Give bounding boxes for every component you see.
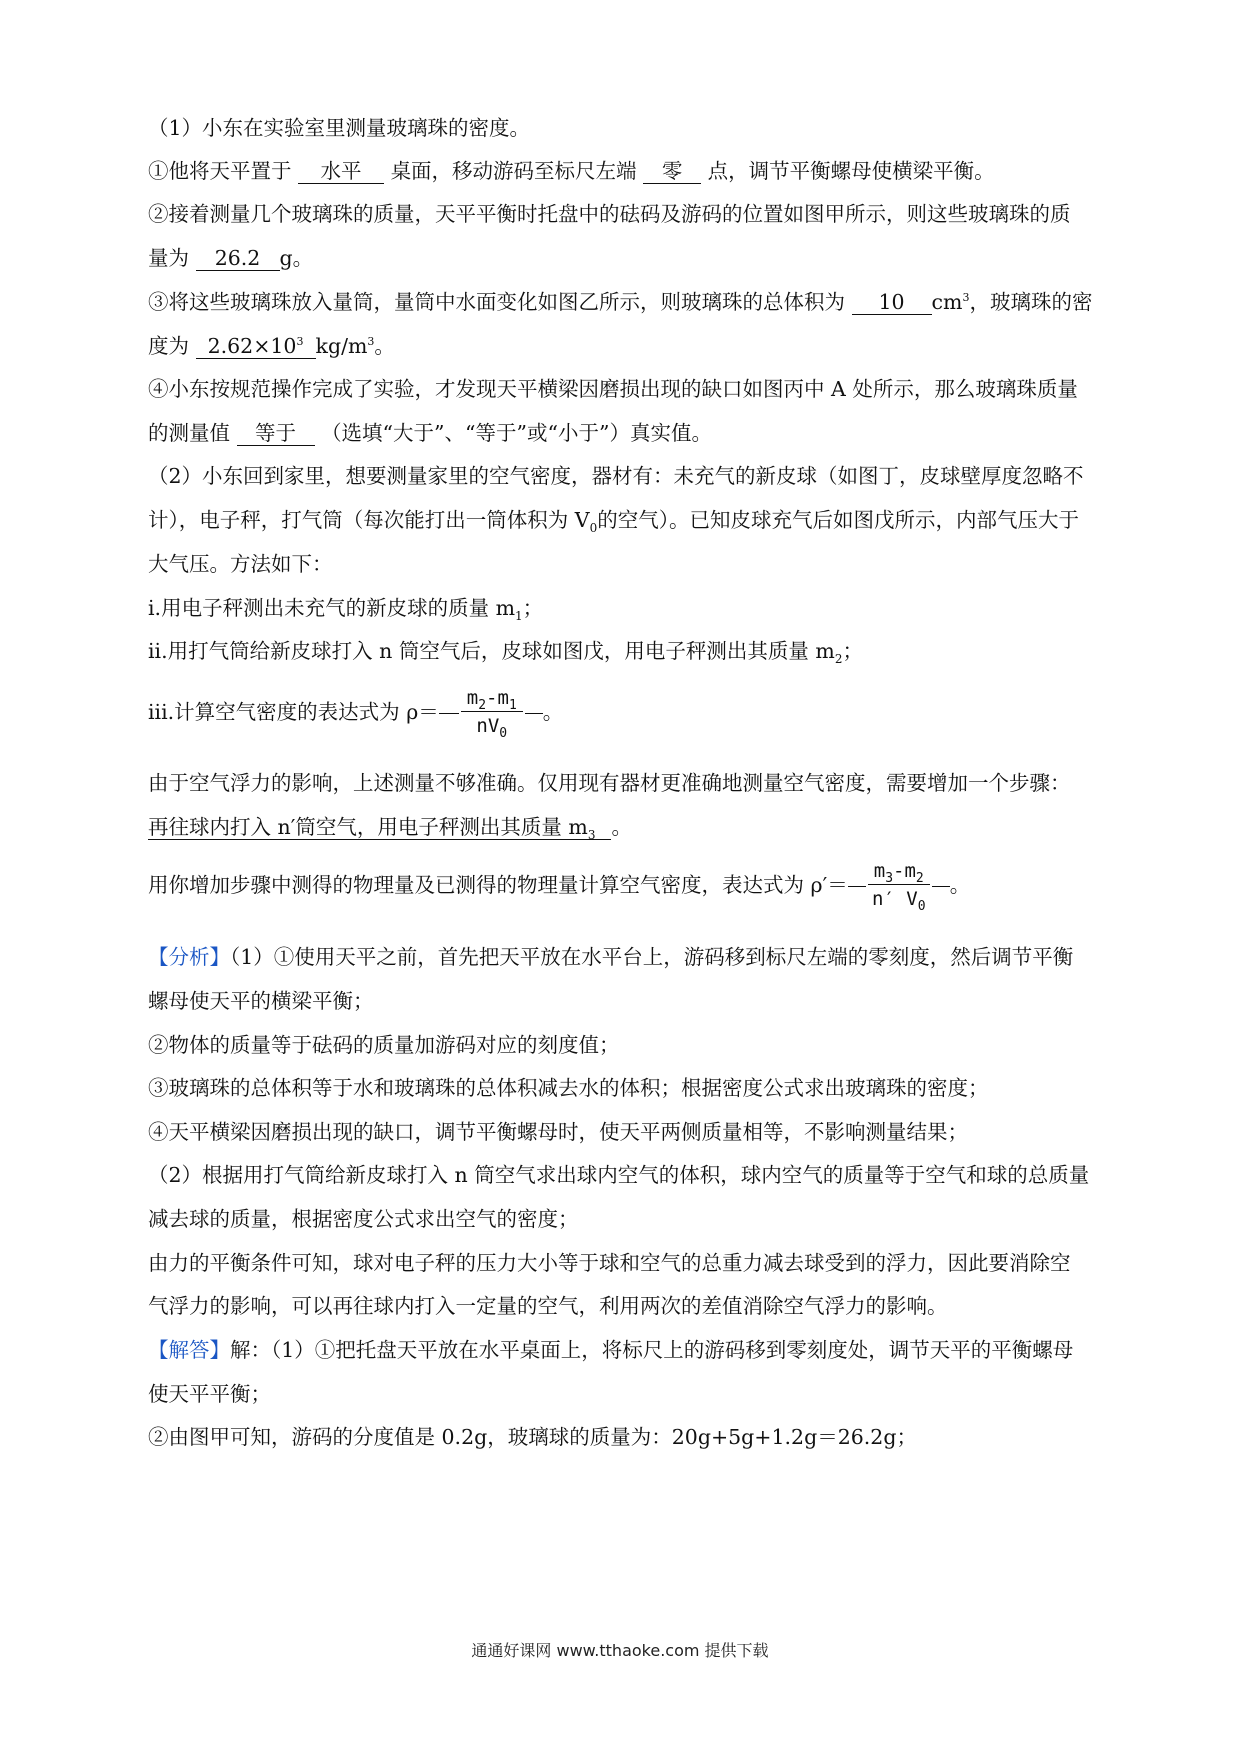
analysis-heading: 【分析】（1）①使用天平之前，首先把天平放在水平台上，游码移到标尺左端的零刻度，然后调节平衡 <box>148 945 1074 969</box>
answer-blank-extra-step: 再往球内打入 n′筒空气，用电子秤测出其质量 $m_3$ <box>148 815 611 840</box>
question-step3: ③将这些玻璃珠放入量筒，量筒中水面变化如图乙所示，则玻璃珠的总体积为 10 $cm^3$，玻璃珠的密 <box>148 290 1093 314</box>
answer-blank-zero: 零 <box>643 159 701 184</box>
answer-blank-compare: 等于 <box>237 421 315 446</box>
analysis-line: 螺母使天平的横梁平衡； <box>148 989 374 1013</box>
method-step-iii: iii.计算空气密度的表达式为 ρ＝ $\frac{m_2-m_1}{nV_0}$ 。 <box>148 687 564 741</box>
analysis-line: 气浮力的影响，可以再往球内打入一定量的空气，利用两次的差值消除空气浮力的影响。 <box>148 1294 948 1318</box>
question-part2-cont2: 大气压。方法如下： <box>148 552 333 576</box>
page-footer: 通通好课网 www.tthaoke.com 提供下载 <box>471 1641 769 1660</box>
analysis-tag: 【分析】 <box>148 945 230 969</box>
improvement-step: 再往球内打入 n′筒空气，用电子秤测出其质量 $m_3$ 。 <box>148 815 632 843</box>
question-step1: ①他将天平置于 水平 桌面，移动游码至标尺左端 零 点，调节平衡螺母使横梁平衡。 <box>148 159 995 183</box>
solution-tag: 【解答】 <box>148 1338 230 1362</box>
density-formula: $\frac{m_2-m_1}{nV_0}$ <box>461 687 523 737</box>
answer-blank-volume: 10 <box>852 290 932 315</box>
solution-heading: 【解答】解：（1）①把托盘天平放在水平桌面上，将标尺上的游码移到零刻度处，调节天平的平衡螺母 <box>148 1338 1074 1362</box>
analysis-line: 减去球的质量，根据密度公式求出空气的密度； <box>148 1207 579 1231</box>
question-part1-heading: （1）小东在实验室里测量玻璃珠的密度。 <box>148 116 531 140</box>
method-step-ii: ii.用打气筒给新皮球打入 n 筒空气后，皮球如图戊，用电子秤测出其质量 $m_2$； <box>148 639 863 667</box>
analysis-line: 由力的平衡条件可知，球对电子秤的压力大小等于球和空气的总重力减去球受到的浮力，因此要消除空 <box>148 1251 1071 1275</box>
answer-blank-density: $2.62\times 10^3$ <box>196 334 316 359</box>
question-step4-cont: 的测量值 等于 （选填“大于”、“等于”或“小于”）真实值。 <box>148 421 712 445</box>
question-step4: ④小东按规范操作完成了实验，才发现天平横梁因磨损出现的缺口如图丙中 A 处所示，那么玻璃珠质量 <box>148 377 1078 401</box>
solution-line: ②由图甲可知，游码的分度值是 0.2g，玻璃球的质量为：20g+5g+1.2g＝26.2g； <box>148 1425 917 1449</box>
analysis-line: ②物体的质量等于砝码的质量加游码对应的刻度值； <box>148 1033 620 1057</box>
answer-blank-horizontal: 水平 <box>298 159 384 184</box>
analysis-line: （2）根据用打气筒给新皮球打入 n 筒空气求出球内空气的体积，球内空气的质量等于空气和球的总质量 <box>148 1163 1090 1187</box>
answer-blank-mass: 26.2 <box>196 246 280 271</box>
improved-formula-line: 用你增加步骤中测得的物理量及已测得的物理量计算空气密度，表达式为 ρ′＝ $\frac{m_3-m_2}{n' V_0}$ 。 <box>148 860 971 914</box>
solution-line: 使天平平衡； <box>148 1382 271 1406</box>
question-part2-cont1: 计），电子秤，打气筒（每次能打出一筒体积为 $V_0$的空气）。已知皮球充气后如图戊所示，内部气压大于 <box>148 508 1079 536</box>
question-step3-cont: 度为 $2.62\times 10^3$ $kg/m^3$。 <box>148 334 395 358</box>
improvement-text: 由于空气浮力的影响，上述测量不够准确。仅用现有器材更准确地测量空气密度，需要增加一个步骤： <box>148 771 1071 795</box>
analysis-line: ④天平横梁因磨损出现的缺口，调节平衡螺母时，使天平两侧质量相等，不影响测量结果； <box>148 1120 968 1144</box>
analysis-line: ③玻璃珠的总体积等于水和玻璃珠的总体积减去水的体积；根据密度公式求出玻璃珠的密度； <box>148 1076 989 1100</box>
question-part2: （2）小东回到家里，想要测量家里的空气密度，器材有：未充气的新皮球（如图丁，皮球壁厚度忽略不 <box>148 464 1084 488</box>
question-step2: ②接着测量几个玻璃珠的质量，天平平衡时托盘中的砝码及游码的位置如图甲所示，则这些玻璃珠的质 <box>148 202 1071 226</box>
improved-density-formula: $\frac{m_3-m_2}{n' V_0}$ <box>868 860 930 910</box>
question-step2-cont: 量为 26.2 g。 <box>148 246 314 270</box>
method-step-i: i.用电子秤测出未充气的新皮球的质量 $m_1$； <box>148 596 544 624</box>
